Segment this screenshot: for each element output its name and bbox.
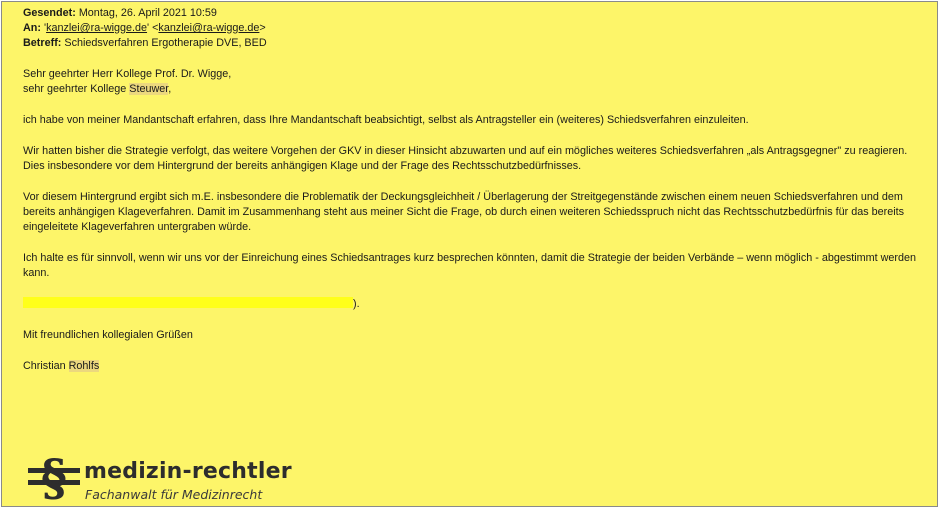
highlighted-name: Steuwer — [129, 83, 169, 95]
email-content — [23, 6, 931, 390]
svg-text:§: § — [40, 451, 68, 503]
paragraph-2: Wir hatten bisher die Strategie verfolgt, das weitere Vorgehen der GKV in dieser Hinsicht abzuwarten und auf ein mögliches weiteres Schiedsverfahren „als Antragsgegner" zu reagieren. Dies insbesondere vor dem Hintergrund der bereits anhängigen Klage und der Frage des Rechtsschutzbedürfnisses. — [23, 145, 908, 172]
sent-row — [23, 6, 931, 21]
highlighted-signature-name: Rohlfs — [68, 360, 100, 372]
salutation-line-2: sehr geehrter Kollege Steuwer, — [23, 83, 172, 95]
closing: Mit freundlichen kollegialen Grüßen — [23, 329, 193, 341]
signature: Christian Rohlfs — [23, 360, 100, 372]
subject-row — [23, 36, 931, 51]
to-name-link[interactable]: kanzlei@ra-wigge.de — [46, 22, 148, 34]
paragraph-sign-icon — [26, 451, 82, 503]
paragraph-1: ich habe von meiner Mandantschaft erfahren, dass Ihre Mandantschaft beabsichtigt, selbst als Antragsteller ein (weiteres) Schiedsverfahren einzuleiten. — [23, 114, 749, 126]
salutation-line-1: Sehr geehrter Herr Kollege Prof. Dr. Wigge, — [23, 68, 232, 80]
subject-value: Schiedsverfahren Ergotherapie DVE, BED — [64, 37, 267, 49]
redaction-bar — [23, 297, 353, 308]
salutation — [23, 67, 931, 97]
redacted-line — [23, 297, 931, 312]
logo-tagline: Fachanwalt für Medizinrecht — [85, 487, 263, 502]
paragraph-3: Vor diesem Hintergrund ergibt sich m.E. insbesondere die Problematik der Deckungsgleichheit / Überlagerung der Streitgegenstände zwischen einem neuen Schiedsverfahren und dem bereits anhängigen Klageverfahren. Damit im Zusammenhang steht aus meiner Sicht die Frage, ob durch einen weiteren Schiedsspruch nicht das Rechtsschutzbedürfnis für das bereits eingeleitete Klageverfahren untergraben würde. — [23, 191, 905, 233]
email-screenshot — [1, 1, 938, 507]
logo-name: medizin-rechtler — [84, 459, 292, 484]
to-email-link[interactable]: kanzlei@ra-wigge.de — [158, 22, 260, 34]
to-label: An: — [23, 22, 41, 34]
to-row: An: 'kanzlei@ra-wigge.de' <kanzlei@ra-wigge.de> — [23, 22, 266, 34]
sent-value: Montag, 26. April 2021 10:59 — [78, 7, 217, 19]
subject-label: Betreff: — [23, 37, 62, 49]
sent-label: Gesendet: — [23, 7, 76, 19]
paragraph-4: Ich halte es für sinnvoll, wenn wir uns vor der Einreichung eines Schiedsantrages kurz besprechen könnten, damit die Strategie der beiden Verbände – wenn möglich - abgestimmt werden kann. — [23, 252, 917, 279]
redacted-tail: ). — [353, 298, 360, 310]
email-header — [23, 6, 931, 51]
